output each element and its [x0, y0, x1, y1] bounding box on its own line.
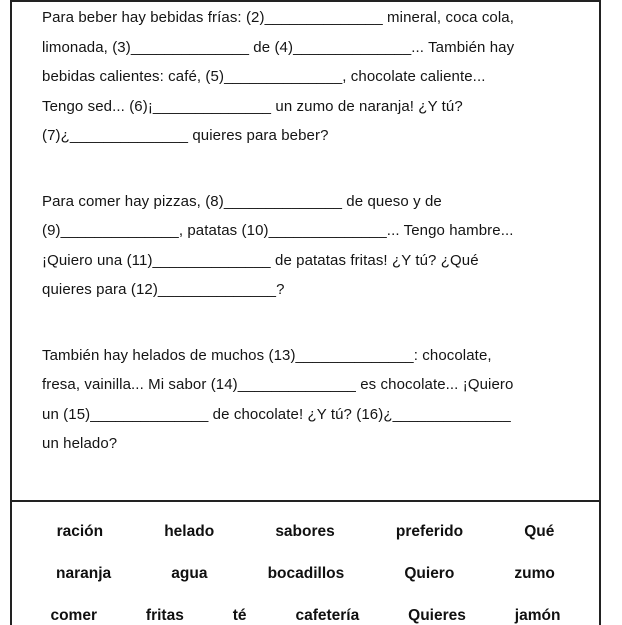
word-bank-word: comer [50, 607, 97, 624]
paragraph-icecream [42, 341, 581, 459]
word-bank-row [26, 511, 585, 553]
word-bank-word: sabores [275, 523, 335, 540]
worksheet-line: ¡Quiero una (11)______________ de patatas fritas! ¿Y tú? ¿Qué [42, 251, 479, 269]
worksheet-line: quieres para (12)______________? [42, 281, 285, 298]
worksheet-line: También hay helados de muchos (13)______________: chocolate, [42, 346, 492, 364]
word-bank-row [26, 595, 585, 625]
worksheet-table [10, 0, 601, 625]
word-bank-word: preferido [395, 523, 464, 540]
word-bank-word: helado [164, 523, 215, 540]
word-bank-word: zumo [514, 565, 555, 582]
word-bank-word: té [232, 607, 247, 624]
worksheet-line: limonada, (3)______________ de (4)______________... También hay [42, 38, 515, 56]
word-bank-word: fritas [145, 607, 184, 624]
worksheet-line: Para beber hay bebidas frías: (2)______________ mineral, coca cola, [42, 9, 514, 26]
word-bank-row [26, 553, 585, 595]
worksheet-line: (7)¿______________ quieres para beber? [42, 127, 329, 144]
word-bank [12, 500, 599, 625]
word-bank-word: cafetería [295, 607, 360, 624]
worksheet-line: Tengo sed... (6)¡______________ un zumo de naranja! ¿Y tú? [42, 97, 463, 115]
word-bank-word: naranja [56, 565, 112, 582]
word-bank-word: agua [171, 565, 208, 582]
paragraph-drinks [42, 3, 581, 151]
word-bank-word: Quiero [404, 565, 455, 582]
worksheet-line: fresa, vainilla... Mi sabor (14)______________ es chocolate... ¡Quiero [42, 376, 514, 393]
paragraph-food [42, 187, 581, 305]
word-bank-word: ración [56, 523, 104, 540]
worksheet-line: un helado? [42, 435, 118, 452]
worksheet-line: (9)______________, patatas (10)______________... Tengo hambre... [42, 222, 514, 239]
word-bank-word: bocadillos [267, 565, 345, 582]
word-bank-word: Qué [524, 523, 555, 540]
worksheet-line: bebidas calientes: café, (5)______________, chocolate caliente... [42, 68, 486, 85]
exercise-text-section [12, 2, 599, 459]
worksheet-line: un (15)______________ de chocolate! ¿Y tú? (16)¿______________ [42, 405, 511, 423]
word-bank-word: jamón [514, 607, 561, 624]
word-bank-word: Quieres [408, 607, 466, 624]
worksheet-line: Para comer hay pizzas, (8)______________ de queso y de [42, 192, 442, 210]
